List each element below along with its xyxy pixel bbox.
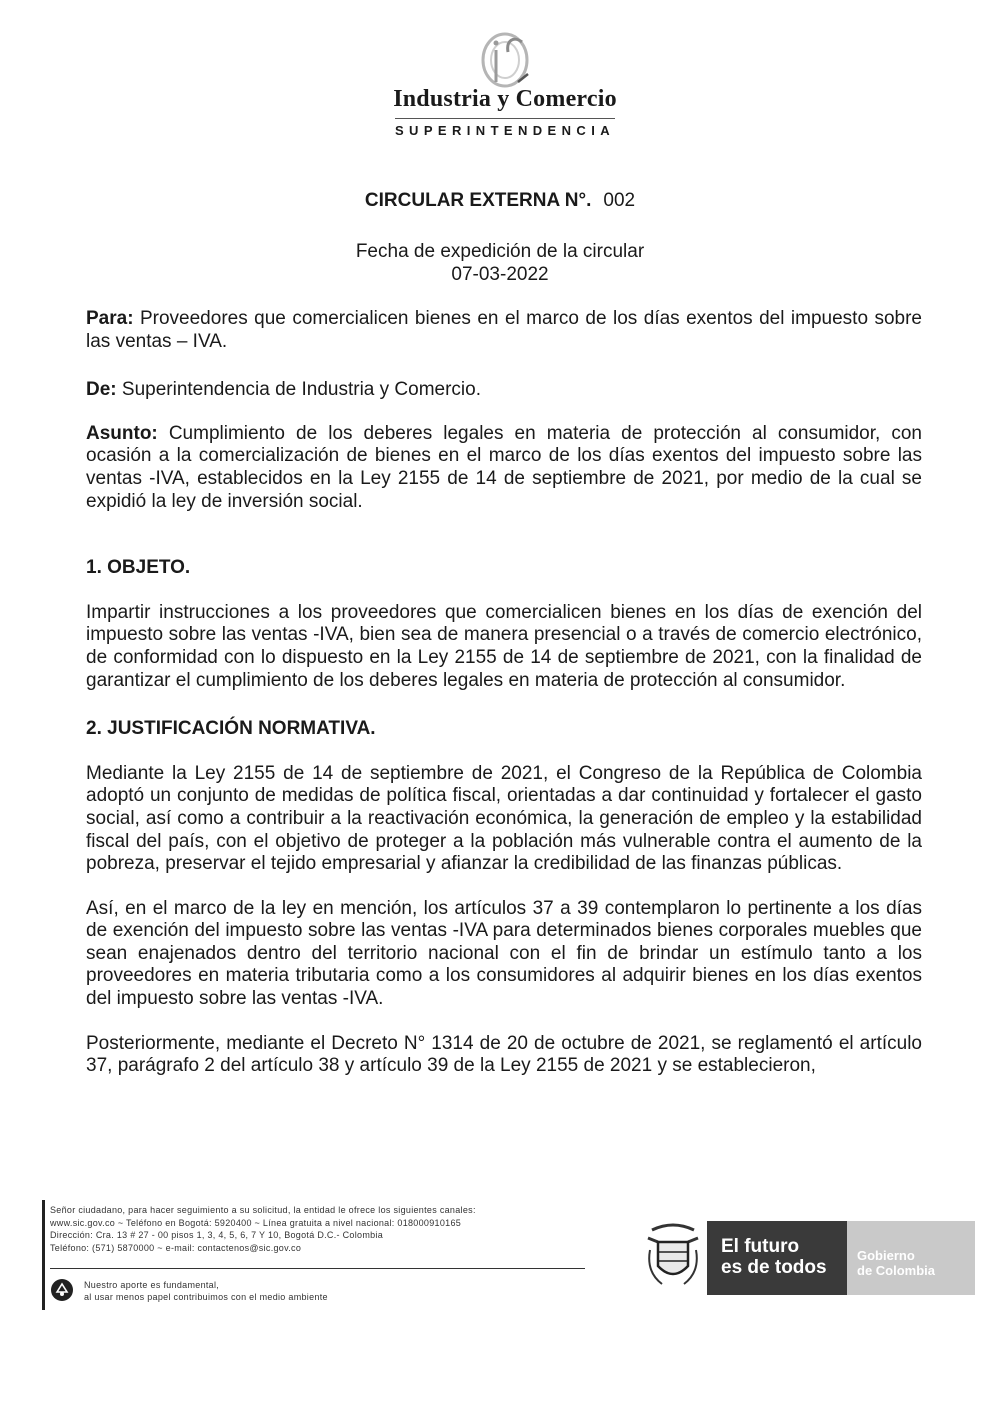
de-text: Superintendencia de Industria y Comercio. <box>121 379 481 401</box>
footer-line-4: Teléfono: (571) 5870000 ~ e-mail: contactenos@sic.gov.co <box>50 1242 302 1253</box>
government-brand-banner <box>707 1221 975 1295</box>
expedition-date-label: Fecha de expedición de la circular <box>355 241 645 262</box>
expedition-date: 07-03-2022 <box>451 264 549 285</box>
section-heading-objeto: 1. OBJETO. <box>86 557 191 579</box>
slogan-panel <box>707 1221 847 1295</box>
para-label: Para: <box>86 308 134 329</box>
asunto-field <box>86 423 922 513</box>
de-label: De: <box>86 379 117 401</box>
justificacion-paragraph-1: Mediante la Ley 2155 de 14 de septiembre de 2021, el Congreso de la República de Colombia adoptó un conjunto de medidas de política fiscal, orientadas a dar continuidad y fortalecer el gasto social, así como a contribuir a la reactivación económica, la generación de empleo y la estabilidad fiscal del país, con el objetivo de proteger a la población más vulnerable contra el aumento de la pobreza, preservar el tejido empresarial y afianzar la credibilidad de las finanzas públicas. <box>86 762 922 875</box>
slogan-line-2: es de todos <box>721 1257 827 1278</box>
org-name: Industria y Comercio <box>393 86 617 112</box>
eco-line-1: Nuestro aporte es fundamental, <box>84 1280 220 1290</box>
justificacion-paragraph-2: Así, en el marco de la ley en mención, los artículos 37 a 39 contemplaron lo pertinente a los días de exención del impuesto sobre las ventas -IVA para determinados bienes corporales muebles que sean enajenados dentro del territorio nacional con el fin de brindar un estímulo tanto a los proveedores en materia tributaria como a los consumidores al adquirir bienes en los días exentos del impuesto sobre las ventas -IVA. <box>86 897 922 1010</box>
para-field <box>86 308 922 353</box>
asunto-text: Cumplimiento de los deberes legales en materia de protección al consumidor, con ocasión a la comercialización de bienes en el marco de los días exentos del impuesto sobre las ventas -IVA, establecidos en la Ley 2155 de 14 de septiembre de 2021, por medio de la cual se expidió la ley de inversión social. <box>86 422 922 512</box>
coat-of-arms-icon <box>644 1220 702 1292</box>
section-heading-justificacion: 2. JUSTIFICACIÓN NORMATIVA. <box>86 718 376 740</box>
para-text: Proveedores que comercialicen bienes en el marco de los días exentos del impuesto sobre las ventas – IVA. <box>86 308 922 352</box>
circular-title <box>0 190 1000 212</box>
footer-line-3: Dirección: Cra. 13 # 27 - 00 pisos 1, 3, 4, 5, 6, 7 Y 10, Bogotá D.C.- Colombia <box>50 1230 384 1241</box>
footer-vertical-bar <box>42 1200 45 1310</box>
footer-divider <box>50 1268 585 1269</box>
eco-text <box>84 1280 328 1303</box>
eco-line-2: al usar menos papel contribuimos con el medio ambiente <box>84 1291 328 1302</box>
expedition-date-block <box>0 240 1000 286</box>
footer-line-1: Señor ciudadano, para hacer seguimiento a su solicitud, la entidad le ofrece los siguientes canales: <box>50 1205 476 1215</box>
de-field <box>86 379 922 402</box>
footer-line-2: www.sic.gov.co ~ Teléfono en Bogotá: 5920400 ~ Línea gratuita a nivel nacional: 018000910165 <box>50 1217 462 1228</box>
government-line-2: de Colombia <box>857 1263 936 1278</box>
asunto-label: Asunto: <box>86 422 158 444</box>
eco-notice <box>50 1276 450 1312</box>
org-subtitle: SUPERINTENDENCIA <box>395 118 615 138</box>
sic-logo-mark-icon <box>470 30 540 92</box>
sic-logo <box>380 30 630 140</box>
slogan-text <box>721 1236 827 1278</box>
government-line-1: Gobierno <box>857 1248 915 1263</box>
footer-contact-info <box>50 1204 590 1254</box>
circular-title-label: CIRCULAR EXTERNA N°. <box>364 190 592 211</box>
circular-number: 002 <box>603 190 636 211</box>
justificacion-paragraph-3: Posteriormente, mediante el Decreto N° 1314 de 20 de octubre de 2021, se reglamentó el artículo 37, parágrafo 2 del artículo 38 y artículo 39 de la Ley 2155 de 2021 y se establecieron, <box>86 1032 922 1077</box>
recycle-icon <box>50 1278 74 1302</box>
document-body <box>86 308 922 1078</box>
government-name <box>857 1248 935 1278</box>
objeto-paragraph: Impartir instrucciones a los proveedores que comercialicen bienes en los días de exención del impuesto sobre las ventas -IVA, bien sea de manera presencial o a través de comercio electrónico, de conformidad con lo dispuesto en la Ley 2155 de 14 de septiembre de 2021, con la finalidad de garantizar el cumplimiento de los deberes legales en materia de protección al consumidor. <box>86 601 922 691</box>
slogan-line-1: El futuro <box>721 1236 800 1257</box>
